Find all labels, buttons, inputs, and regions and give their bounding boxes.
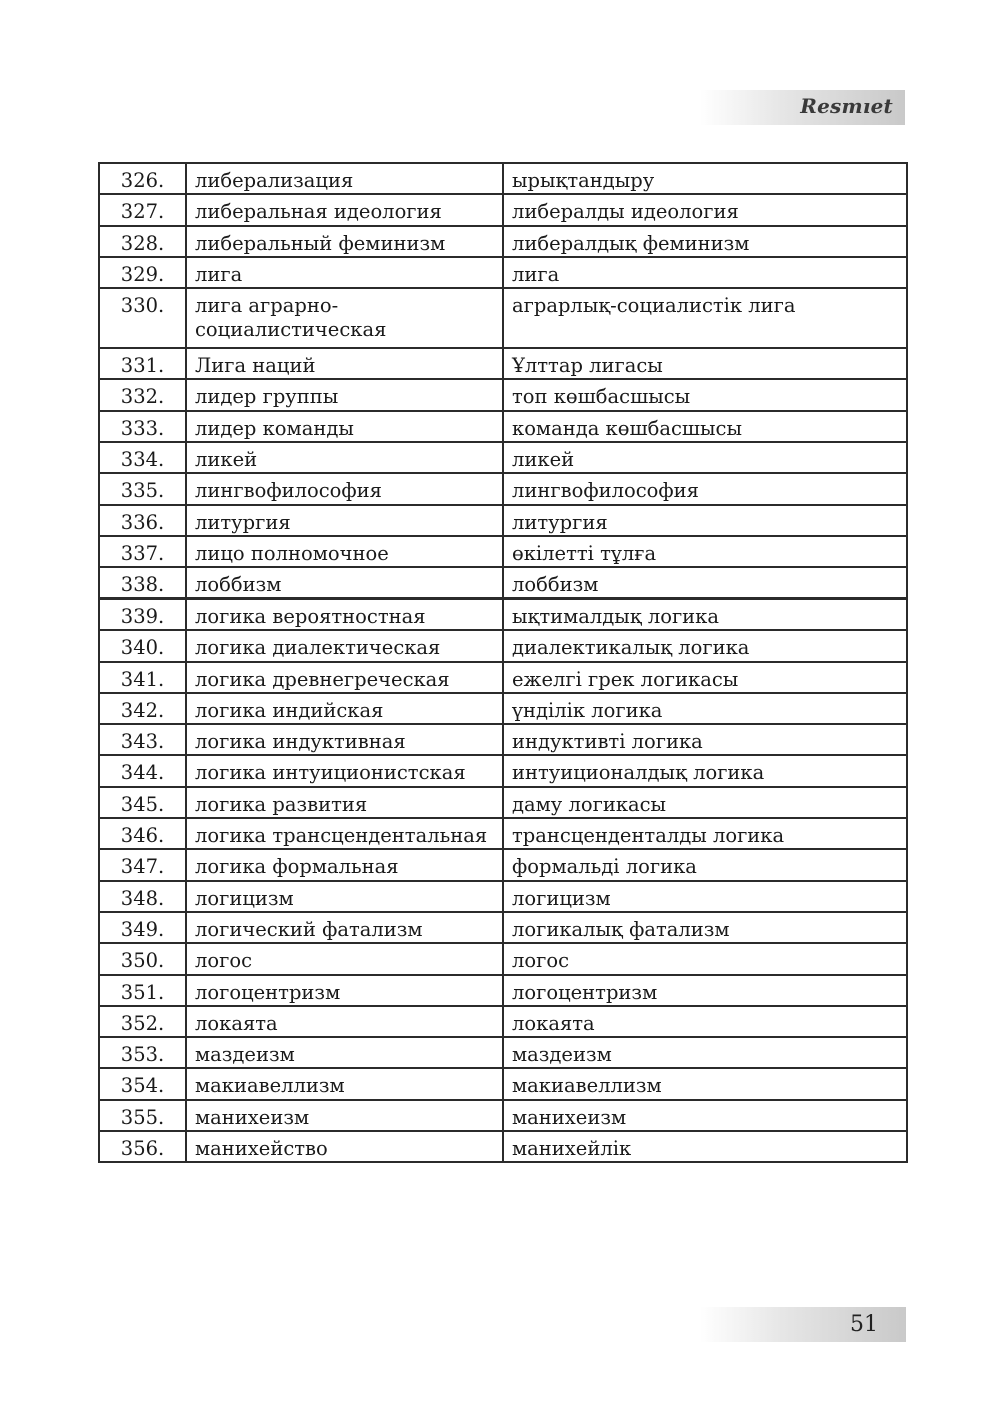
kazakh-term: өкілетті тұлға <box>503 536 907 567</box>
table-row <box>99 787 907 818</box>
kazakh-term: ежелгі грек логикасы <box>503 662 907 693</box>
russian-term: лингвофилософия <box>186 473 503 504</box>
row-number: 350. <box>99 943 186 974</box>
table-row <box>99 630 907 661</box>
row-number: 332. <box>99 379 186 410</box>
table-row <box>99 257 907 288</box>
glossary-table-body <box>99 163 907 1162</box>
row-number: 326. <box>99 163 186 194</box>
table-row <box>99 943 907 974</box>
table-row <box>99 536 907 567</box>
russian-term: локаята <box>186 1006 503 1037</box>
table-row <box>99 599 907 631</box>
russian-term: либеральная идеология <box>186 194 503 225</box>
row-number: 340. <box>99 630 186 661</box>
kazakh-term: лига <box>503 257 907 288</box>
kazakh-term: интуиционалдық логика <box>503 755 907 786</box>
row-number: 347. <box>99 849 186 880</box>
row-number: 328. <box>99 226 186 257</box>
kazakh-term: ырықтандыру <box>503 163 907 194</box>
russian-term: логика развития <box>186 787 503 818</box>
russian-term: лидер группы <box>186 379 503 410</box>
russian-term: логос <box>186 943 503 974</box>
kazakh-term: локаята <box>503 1006 907 1037</box>
table-row <box>99 473 907 504</box>
kazakh-term: топ көшбасшысы <box>503 379 907 410</box>
row-number: 351. <box>99 975 186 1006</box>
row-number: 348. <box>99 881 186 912</box>
kazakh-term: логос <box>503 943 907 974</box>
kazakh-term: лингвофилософия <box>503 473 907 504</box>
russian-term: логический фатализм <box>186 912 503 943</box>
row-number: 337. <box>99 536 186 567</box>
russian-term: либерализация <box>186 163 503 194</box>
row-number: 356. <box>99 1131 186 1162</box>
kazakh-term: манихейлік <box>503 1131 907 1162</box>
row-number: 338. <box>99 567 186 599</box>
row-number: 341. <box>99 662 186 693</box>
kazakh-term: лоббизм <box>503 567 907 599</box>
table-row <box>99 1037 907 1068</box>
russian-term: макиавеллизм <box>186 1068 503 1099</box>
row-number: 333. <box>99 411 186 442</box>
table-row <box>99 1068 907 1099</box>
table-row <box>99 442 907 473</box>
russian-term: логика индийская <box>186 693 503 724</box>
russian-term: ликей <box>186 442 503 473</box>
russian-term: логика древнегреческая <box>186 662 503 693</box>
kazakh-term: команда көшбасшысы <box>503 411 907 442</box>
kazakh-term: даму логикасы <box>503 787 907 818</box>
russian-term: логика индуктивная <box>186 724 503 755</box>
table-row <box>99 1100 907 1131</box>
table-row <box>99 1006 907 1037</box>
table-row <box>99 379 907 410</box>
russian-term: логоцентризм <box>186 975 503 1006</box>
row-number: 330. <box>99 288 186 348</box>
russian-term: манихейство <box>186 1131 503 1162</box>
table-row <box>99 724 907 755</box>
table-row <box>99 755 907 786</box>
row-number: 343. <box>99 724 186 755</box>
russian-term: лицо полномочное <box>186 536 503 567</box>
row-number: 335. <box>99 473 186 504</box>
kazakh-term: либералдық феминизм <box>503 226 907 257</box>
russian-term: логицизм <box>186 881 503 912</box>
russian-term: логика вероятностная <box>186 599 503 631</box>
table-row <box>99 849 907 880</box>
row-number: 355. <box>99 1100 186 1131</box>
kazakh-term: маздеизм <box>503 1037 907 1068</box>
russian-term: логика формальная <box>186 849 503 880</box>
russian-term: лидер команды <box>186 411 503 442</box>
row-number: 336. <box>99 505 186 536</box>
russian-term: логика трансцендентальная <box>186 818 503 849</box>
table-row <box>99 411 907 442</box>
table-row <box>99 348 907 379</box>
russian-term: Лига наций <box>186 348 503 379</box>
kazakh-term: макиавеллизм <box>503 1068 907 1099</box>
table-row <box>99 662 907 693</box>
kazakh-term: үнділік логика <box>503 693 907 724</box>
table-row <box>99 818 907 849</box>
kazakh-term: диалектикалық логика <box>503 630 907 661</box>
kazakh-term: манихеизм <box>503 1100 907 1131</box>
row-number: 344. <box>99 755 186 786</box>
russian-term: литургия <box>186 505 503 536</box>
russian-term: маздеизм <box>186 1037 503 1068</box>
row-number: 354. <box>99 1068 186 1099</box>
row-number: 331. <box>99 348 186 379</box>
table-row <box>99 194 907 225</box>
table-row <box>99 226 907 257</box>
russian-term: лига <box>186 257 503 288</box>
table-row <box>99 163 907 194</box>
kazakh-term: формальді логика <box>503 849 907 880</box>
table-row <box>99 693 907 724</box>
kazakh-term: индуктивті логика <box>503 724 907 755</box>
table-row <box>99 1131 907 1162</box>
table-row <box>99 567 907 599</box>
russian-term: манихеизм <box>186 1100 503 1131</box>
page-footer <box>700 1307 906 1342</box>
russian-term: лига аграрно-социалистическая <box>186 288 503 348</box>
kazakh-term: литургия <box>503 505 907 536</box>
russian-term: лоббизм <box>186 567 503 599</box>
running-header-title: Resmıet <box>800 94 893 118</box>
table-row <box>99 288 907 348</box>
row-number: 353. <box>99 1037 186 1068</box>
kazakh-term: логицизм <box>503 881 907 912</box>
row-number: 342. <box>99 693 186 724</box>
running-header <box>700 90 905 125</box>
row-number: 345. <box>99 787 186 818</box>
row-number: 339. <box>99 599 186 631</box>
row-number: 329. <box>99 257 186 288</box>
row-number: 334. <box>99 442 186 473</box>
kazakh-term: аграрлық-социалистік лига <box>503 288 907 348</box>
kazakh-term: логикалық фатализм <box>503 912 907 943</box>
kazakh-term: ликей <box>503 442 907 473</box>
row-number: 352. <box>99 1006 186 1037</box>
page-number: 51 <box>850 1312 878 1337</box>
kazakh-term: трансценденталды логика <box>503 818 907 849</box>
kazakh-term: ықтималдық логика <box>503 599 907 631</box>
russian-term: логика интуиционистская <box>186 755 503 786</box>
table-row <box>99 912 907 943</box>
russian-term: логика диалектическая <box>186 630 503 661</box>
kazakh-term: либералды идеология <box>503 194 907 225</box>
kazakh-term: логоцентризм <box>503 975 907 1006</box>
glossary-table <box>98 162 908 1163</box>
kazakh-term: Ұлттар лигасы <box>503 348 907 379</box>
table-row <box>99 975 907 1006</box>
row-number: 349. <box>99 912 186 943</box>
row-number: 327. <box>99 194 186 225</box>
row-number: 346. <box>99 818 186 849</box>
table-row <box>99 881 907 912</box>
table-row <box>99 505 907 536</box>
russian-term: либеральный феминизм <box>186 226 503 257</box>
